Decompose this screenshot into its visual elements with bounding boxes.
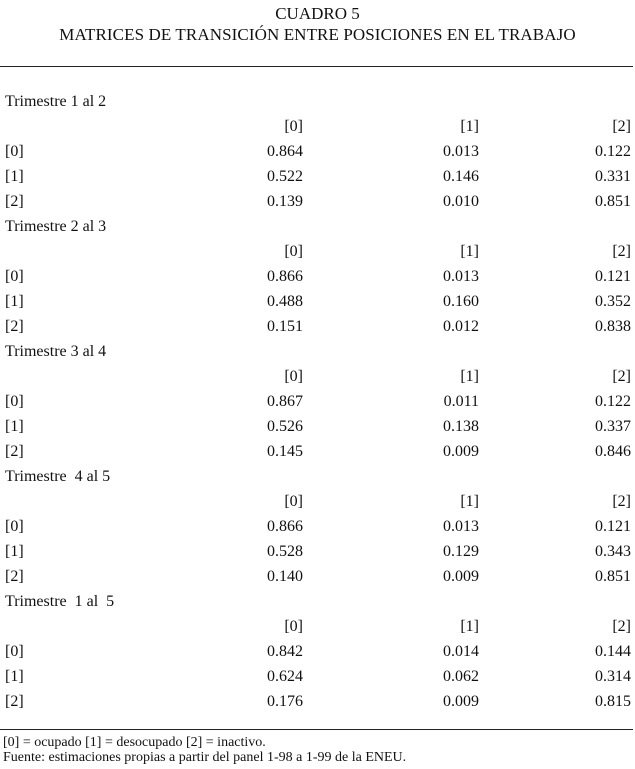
table-cell: 0.526 [267,418,303,435]
table-title-number: CUADRO 5 [275,4,360,23]
column-header: [0] [284,493,303,510]
table-cell: 0.011 [443,393,479,410]
table-cell: 0.139 [267,193,303,210]
block-label: Trimestre 2 al 3 [5,218,107,235]
row-label: [0] [5,393,24,410]
table-cell: 0.146 [443,168,479,185]
table-cell: 0.160 [443,293,479,310]
column-header: [0] [284,243,303,260]
table-title: MATRICES DE TRANSICIÓN ENTRE POSICIONES EN EL TRABAJO [59,25,576,44]
table-cell: 0.009 [443,443,479,460]
block-label: Trimestre 4 al 5 [5,468,111,485]
column-header: [2] [612,493,631,510]
table-cell: 0.352 [595,293,631,310]
column-header: [2] [612,618,631,635]
column-header: [1] [460,118,479,135]
table-cell: 0.013 [443,143,479,160]
table-cell: 0.846 [595,443,631,460]
table-cell: 0.009 [443,568,479,585]
table-cell: 0.337 [595,418,631,435]
table-cell: 0.122 [595,143,631,160]
block-label: Trimestre 3 al 4 [5,343,107,360]
row-label: [2] [5,318,24,335]
block-label: Trimestre 1 al 5 [5,593,115,610]
row-label: [1] [5,543,24,560]
table-cell: 0.851 [595,193,631,210]
row-label: [1] [5,418,24,435]
table-cell: 0.138 [443,418,479,435]
row-label: [2] [5,193,24,210]
table-cell: 0.176 [267,693,303,710]
column-header: [2] [612,368,631,385]
table-cell: 0.145 [267,443,303,460]
table-cell: 0.866 [267,518,303,535]
column-header: [2] [612,243,631,260]
table-cell: 0.815 [595,693,631,710]
row-label: [2] [5,443,24,460]
table-cell: 0.010 [443,193,479,210]
table-cell: 0.014 [443,643,479,660]
top-rule [0,66,633,67]
row-label: [2] [5,693,24,710]
table-cell: 0.864 [267,143,303,160]
table-cell: 0.009 [443,693,479,710]
column-header: [1] [460,493,479,510]
table-cell: 0.867 [267,393,303,410]
row-label: [2] [5,568,24,585]
table-cell: 0.013 [443,268,479,285]
table-cell: 0.866 [267,268,303,285]
table-cell: 0.062 [443,668,479,685]
legend-note: [0] = ocupado [1] = desocupado [2] = inactivo. [3,735,266,750]
row-label: [0] [5,518,24,535]
row-label: [0] [5,643,24,660]
table-cell: 0.140 [267,568,303,585]
table-cell: 0.151 [267,318,303,335]
table-cell: 0.013 [443,518,479,535]
table-cell: 0.842 [267,643,303,660]
table-cell: 0.851 [595,568,631,585]
table-cell: 0.838 [595,318,631,335]
column-header: [0] [284,368,303,385]
table-cell: 0.129 [443,543,479,560]
table-cell: 0.144 [595,643,631,660]
table-cell: 0.121 [595,518,631,535]
table-cell: 0.122 [595,393,631,410]
table-cell: 0.343 [595,543,631,560]
column-header: [1] [460,368,479,385]
row-label: [0] [5,143,24,160]
row-label: [1] [5,668,24,685]
source-note: Fuente: estimaciones propias a partir del panel 1-98 a 1-99 de la ENEU. [3,750,407,765]
block-label: Trimestre 1 al 2 [5,93,107,110]
row-label: [0] [5,268,24,285]
column-header: [1] [460,243,479,260]
column-header: [0] [284,118,303,135]
table-cell: 0.624 [267,668,303,685]
table-cell: 0.522 [267,168,303,185]
column-header: [1] [460,618,479,635]
table-cell: 0.012 [443,318,479,335]
row-label: [1] [5,168,24,185]
table-cell: 0.314 [595,668,631,685]
row-label: [1] [5,293,24,310]
table-cell: 0.331 [595,168,631,185]
column-header: [0] [284,618,303,635]
column-header: [2] [612,118,631,135]
table-cell: 0.528 [267,543,303,560]
table-cell: 0.121 [595,268,631,285]
table-cell: 0.488 [267,293,303,310]
bottom-rule [0,729,633,730]
